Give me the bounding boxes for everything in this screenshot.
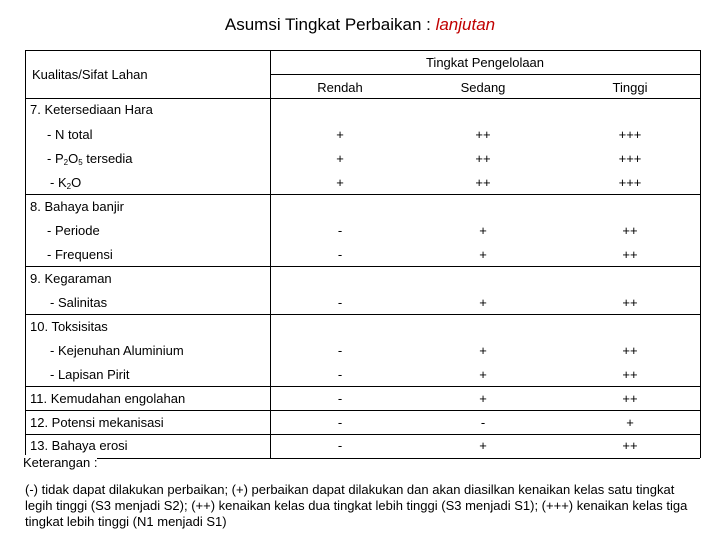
row-label-n-total: - N total xyxy=(47,127,93,142)
cell-value: - xyxy=(337,295,343,310)
row-label-potensi-mekanisasi: 12. Potensi mekanisasi xyxy=(30,415,164,430)
header-level-rendah: Rendah xyxy=(317,80,363,95)
cell-value: ++ xyxy=(622,343,638,358)
section-flood-hazard: 8. Bahaya banjir xyxy=(30,199,124,214)
cell-value: +++ xyxy=(618,127,642,142)
row-separator xyxy=(25,434,700,435)
notes-heading: Keterangan : xyxy=(23,455,98,470)
cell-value: + xyxy=(336,151,344,166)
page-title xyxy=(0,15,720,35)
section-nutrient-availability: 7. Ketersediaan Hara xyxy=(30,102,153,117)
row-label-lapisan-pirit: - Lapisan Pirit xyxy=(50,367,130,382)
row-label-kemudahan-pengolahan: 11. Kemudahan engolahan xyxy=(30,391,186,406)
section-salinity: 9. Kegaraman xyxy=(30,271,112,286)
cell-value: ++ xyxy=(622,367,638,382)
column-divider xyxy=(270,50,271,458)
table-border-right xyxy=(700,50,701,458)
cell-value: ++ xyxy=(622,391,638,406)
cell-value: + xyxy=(479,391,487,406)
row-label-k2o: - $K_2O$ xyxy=(50,175,82,191)
cell-value: + xyxy=(479,295,487,310)
cell-value: ++ xyxy=(622,223,638,238)
cell-value: +++ xyxy=(618,175,642,190)
cell-value: + xyxy=(479,438,487,453)
header-level-tinggi: Tinggi xyxy=(612,80,648,95)
cell-value: + xyxy=(479,247,487,262)
notes-body: (-) tidak dapat dilakukan perbaikan; (+) perbaikan dapat dilakukan dan akan diasilkan kenaikan kelas satu tingkat legih tinggi (S3 menjadi S2); (++) kenaikan kelas dua tingkat lebih tinggi (S3 menjadi S1); (+++) kenaikan kelas tiga tingkat lebih tinggi (N1 menjadi S1) xyxy=(25,482,688,529)
cell-value: ++ xyxy=(475,151,491,166)
cell-value: +++ xyxy=(618,151,642,166)
row-label-p2o5: - $P_2O_5$ tersedia xyxy=(47,151,133,167)
cell-value: - xyxy=(337,367,343,382)
header-divider xyxy=(270,74,700,75)
header-level-sedang: Sedang xyxy=(460,80,506,95)
header-quality-label: Kualitas/Sifat Lahan xyxy=(32,67,148,82)
cell-value: ++ xyxy=(622,438,638,453)
row-label-salinitas: - Salinitas xyxy=(50,295,108,310)
row-label-kejenuhan-aluminium: - Kejenuhan Aluminium xyxy=(50,343,184,358)
cell-value: + xyxy=(336,175,344,190)
cell-value: + xyxy=(626,415,634,430)
cell-value: + xyxy=(479,343,487,358)
cell-value: - xyxy=(337,247,343,262)
row-separator xyxy=(25,266,700,267)
cell-value: - xyxy=(480,415,486,430)
section-toxicity: 10. Toksisitas xyxy=(30,319,108,334)
row-separator xyxy=(25,194,700,195)
cell-value: + xyxy=(336,127,344,142)
row-separator xyxy=(25,314,700,315)
header-management-level: Tingkat Pengelolaan xyxy=(425,55,545,70)
title-highlight: lanjutan xyxy=(435,15,496,34)
improvement-table xyxy=(23,50,700,470)
title-main: Asumsi Tingkat Perbaikan : xyxy=(224,15,436,34)
cell-value: - xyxy=(337,438,343,453)
row-label-bahaya-erosi: 13. Bahaya erosi xyxy=(30,438,128,453)
row-separator xyxy=(25,410,700,411)
table-border-top xyxy=(25,50,700,51)
cell-value: - xyxy=(337,343,343,358)
table-border-bottom xyxy=(25,458,700,459)
cell-value: ++ xyxy=(475,175,491,190)
cell-value: - xyxy=(337,223,343,238)
cell-value: + xyxy=(479,223,487,238)
cell-value: + xyxy=(479,367,487,382)
cell-value: ++ xyxy=(622,295,638,310)
row-label-periode: - Periode xyxy=(47,223,100,238)
cell-value: - xyxy=(337,391,343,406)
table-border-left xyxy=(25,50,26,458)
header-bottom-line xyxy=(25,98,700,99)
row-separator xyxy=(25,386,700,387)
cell-value: ++ xyxy=(475,127,491,142)
row-label-frequensi: - Frequensi xyxy=(47,247,113,262)
cell-value: - xyxy=(337,415,343,430)
cell-value: ++ xyxy=(622,247,638,262)
